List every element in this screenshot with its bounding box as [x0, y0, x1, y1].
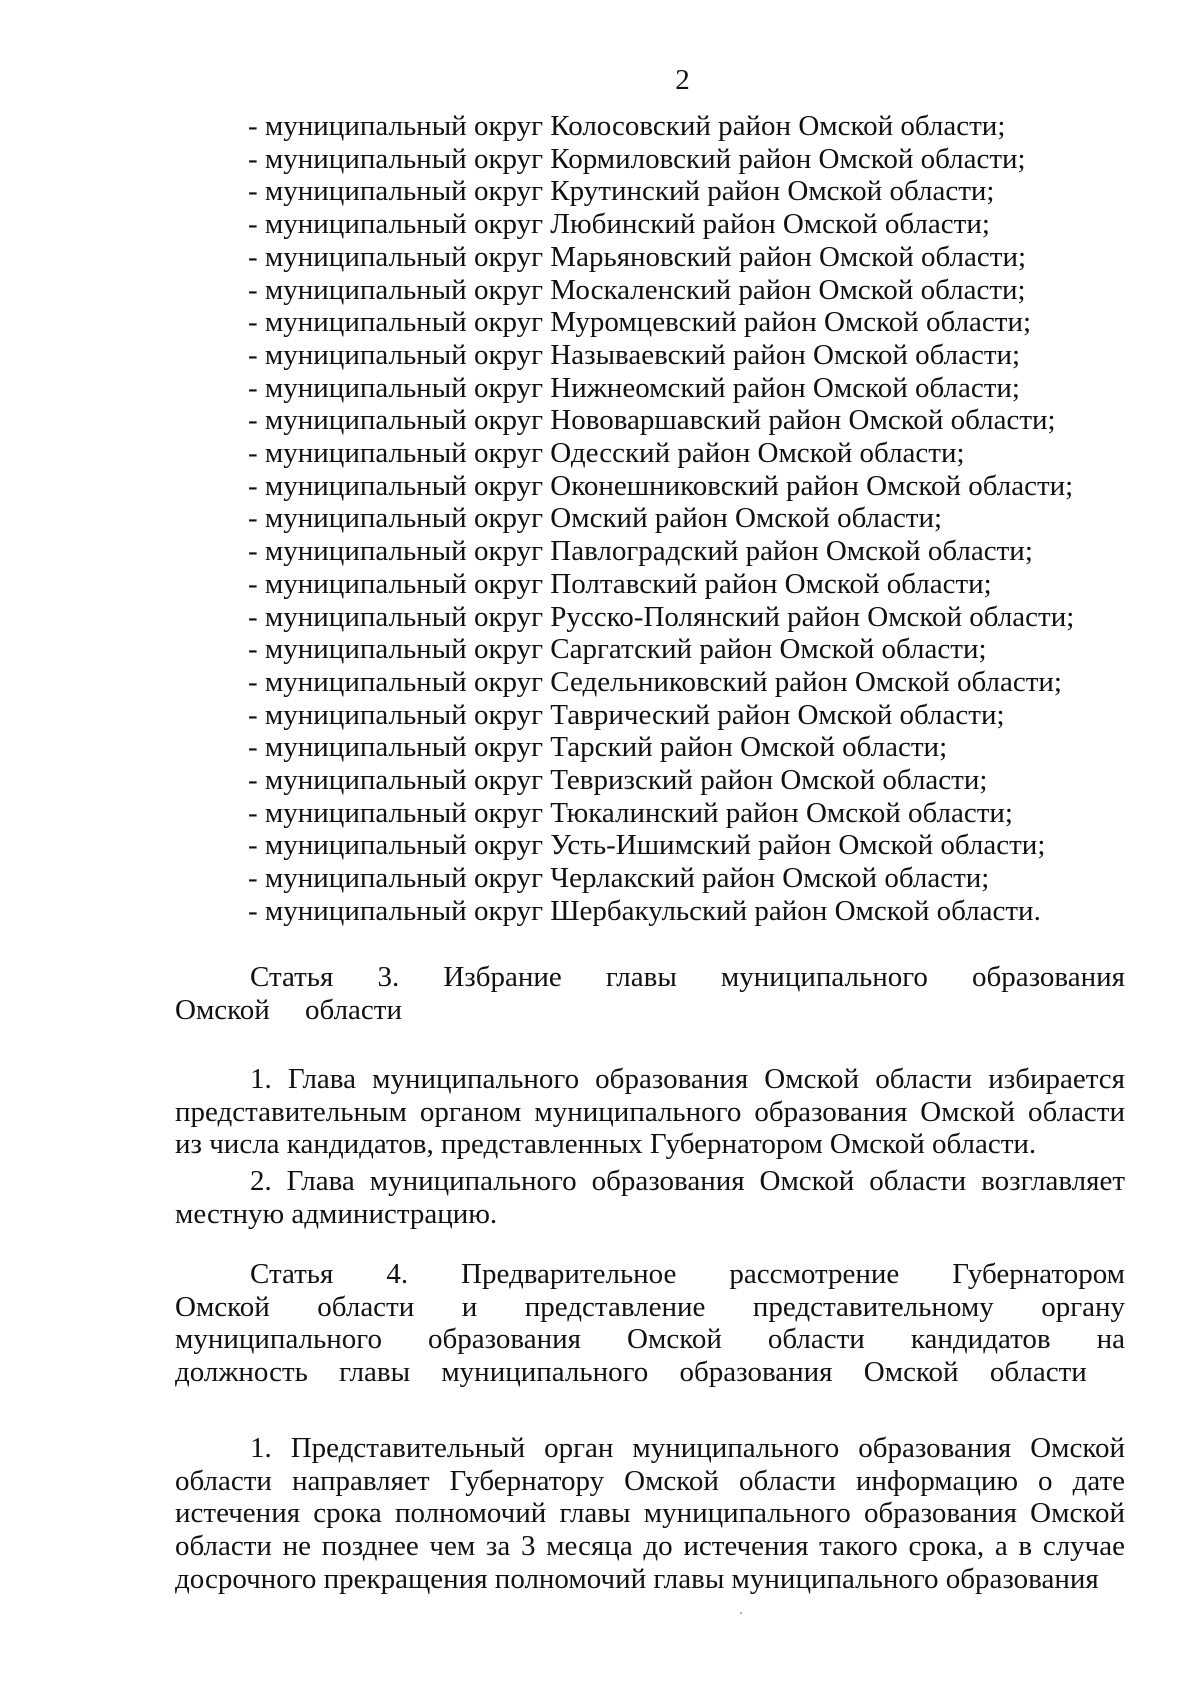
list-item: - муниципальный округ Тевризский район Омской области;	[248, 764, 988, 797]
list-item: - муниципальный округ Муромцевский район Омской области;	[248, 306, 1032, 339]
list-item: - муниципальный округ Оконешниковский район Омской области;	[248, 469, 1074, 502]
article-4-paragraph-1: 1. Представительный орган муниципального образования Омской области направляет Губернатору Омской области информацию о дате истечения срока полномочий главы муниципального образования Омской области не позднее чем за 3 месяца до истечения такого срока, а в случае досрочного прекращения полномочий главы муниципального образования	[175, 1432, 1125, 1595]
list-item: - муниципальный округ Тюкалинский район Омской области;	[248, 796, 1013, 829]
article-4-title: Статья 4. Предварительное рассмотрение Губернатором Омской области и представление представительному органу муниципального образования Омской области кандидатов на должность главы муниципального образования Омской области	[175, 1258, 1125, 1389]
list-item: - муниципальный округ Русско-Полянский район Омской области;	[248, 600, 1075, 633]
list-item: - муниципальный округ Павлоградский район Омской области;	[248, 535, 1033, 568]
list-item: - муниципальный округ Одесский район Омской области;	[248, 437, 965, 470]
list-item: - муниципальный округ Любинский район Омской области;	[248, 208, 990, 241]
list-item: - муниципальный округ Москаленский район Омской области;	[248, 273, 1026, 306]
list-item: - муниципальный округ Называевский район Омской области;	[248, 338, 1021, 371]
list-item: - муниципальный округ Черлакский район Омской области;	[248, 862, 990, 895]
scan-speck	[740, 1612, 742, 1614]
list-item: - муниципальный округ Таврический район Омской области;	[248, 698, 1005, 731]
district-list	[248, 110, 1074, 928]
page-number: 2	[675, 64, 690, 96]
list-item: - муниципальный округ Полтавский район Омской области;	[248, 567, 992, 600]
list-item: - муниципальный округ Колосовский район Омской области;	[248, 110, 1006, 142]
article-3-paragraph-1: 1. Глава муниципального образования Омской области избирается представительным органом муниципального образования Омской области из числа кандидатов, представленных Губернатором Омской области.	[175, 1063, 1125, 1161]
list-item: - муниципальный округ Крутинский район Омской области;	[248, 175, 995, 208]
article-3-title: Статья 3. Избрание главы муниципального образования Омской области	[175, 961, 1125, 1026]
list-item: - муниципальный округ Кормиловский район Омской области;	[248, 142, 1026, 175]
list-item: - муниципальный округ Седельниковский район Омской области;	[248, 665, 1062, 698]
list-item: - муниципальный округ Усть-Ишимский район Омской области;	[248, 829, 1046, 862]
list-item: - муниципальный округ Шербакульский район Омской области.	[248, 894, 1041, 927]
list-item: - муниципальный округ Тарский район Омской области;	[248, 731, 948, 764]
list-item: - муниципальный округ Марьяновский район Омской области;	[248, 240, 1027, 273]
article-3-paragraph-2: 2. Глава муниципального образования Омской области возглавляет местную администрацию.	[175, 1165, 1125, 1230]
list-item: - муниципальный округ Нововаршавский район Омской области;	[248, 404, 1056, 437]
list-item: - муниципальный округ Омский район Омской области;	[248, 502, 943, 535]
list-item: - муниципальный округ Саргатский район Омской области;	[248, 633, 987, 666]
list-item: - муниципальный округ Нижнеомский район Омской области;	[248, 371, 1020, 404]
